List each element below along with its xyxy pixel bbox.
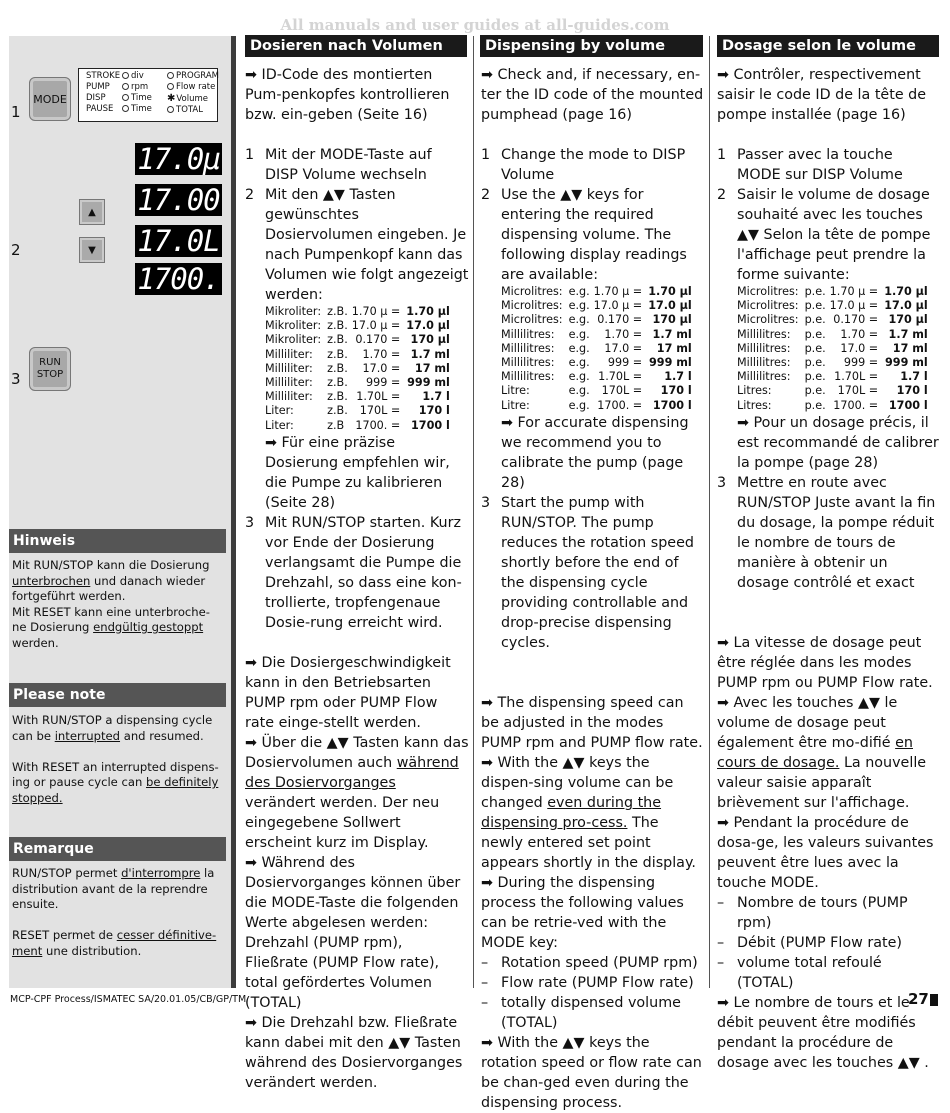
paragraph: ➡ La vitesse de dosage peut être réglée dans les modes PUMP rpm ou PUMP Flow rate.	[717, 634, 933, 691]
table-cell: 17 ml	[656, 341, 692, 355]
list-item: – Flow rate (PUMP Flow rate)	[481, 974, 694, 991]
table-cell: 170 μl	[410, 333, 450, 347]
arrow-down-icon: ▼	[79, 237, 105, 263]
table-cell: Milliliter:	[265, 390, 313, 404]
table-cell: 999 ml	[885, 356, 928, 370]
mode-label: PUMP	[86, 82, 110, 92]
table-cell: 170 μl	[652, 313, 692, 327]
section-header: Dispensing by volume	[480, 35, 703, 57]
table-cell: 17.0 =	[604, 341, 643, 355]
table-cell: p.e.	[804, 285, 826, 298]
volume-table	[501, 285, 692, 413]
table-cell: Mikroliter:	[265, 333, 322, 347]
run-stop-button	[29, 347, 71, 391]
table-cell: Litres:	[737, 398, 772, 412]
table-cell: z.B.	[327, 319, 348, 333]
column-french	[717, 65, 939, 1073]
note-body: Mit RUN/STOP kann die Dosierung unterbrochen und danach wieder fortgeführt werden. Mit RESET kann eine unterbroche-ne Dosierung endgültig gestoppt werden.	[12, 558, 210, 650]
note-body: With RUN/STOP a dispensing cycle can be interrupted and resumed. With RESET an interrupted dispens-ing or pause cycle can be definitely stopped.	[12, 713, 219, 805]
column-german	[245, 65, 469, 1093]
table-cell: Microlitres:	[737, 313, 799, 327]
table-cell: p.e.	[804, 370, 826, 384]
table-cell: 0.170 =	[355, 333, 401, 347]
table-cell: 17.0 =	[840, 341, 879, 355]
table-cell: e.g.	[568, 398, 590, 412]
list-item: – Débit (PUMP Flow rate)	[717, 934, 902, 951]
table-cell: 1.70 μl	[884, 285, 928, 298]
paragraph: ➡ Pendant la procédure de dosa-ge, les valeurs suivantes peuvent être lues avec la touche MODE.	[717, 814, 934, 891]
table-row	[265, 419, 450, 433]
lcd-display: 17.0L	[135, 225, 222, 257]
table-cell: p.e.	[804, 398, 826, 412]
table-cell: z.B	[327, 418, 345, 432]
table-cell: 1.70 μ =	[593, 285, 643, 298]
table-row	[265, 319, 450, 333]
tip-text: ➡ Für eine präzise Dosierung empfehlen wir, die Pumpe zu kalibrieren (Seite 28)	[265, 434, 450, 511]
table-cell: 1.7 l	[422, 390, 450, 404]
table-row	[737, 299, 928, 313]
table-cell: 17.0 μl	[648, 299, 692, 313]
lcd-display: 17.00	[135, 184, 222, 216]
table-cell: p.e.	[804, 356, 826, 370]
paragraph: ➡ Während des Dosiervorganges können über die MODE-Taste die folgenden Werte abgelesen werden: Drehzahl (PUMP rpm), Fließrate (PUMP Flow rate), total gefördertes Volumen (TOTAL)	[245, 854, 461, 1011]
step-number: 3	[11, 370, 21, 388]
mode-button: MODE	[29, 77, 71, 121]
table-row	[737, 384, 928, 398]
table-cell: Millilitres:	[737, 341, 791, 355]
paragraph: ➡ The dispensing speed can be adjusted in the modes PUMP rpm and PUMP flow rate.	[481, 694, 703, 751]
table-row	[737, 285, 928, 299]
table-row	[265, 348, 450, 362]
step-3: 3 Mit RUN/STOP starten. Kurz vor Ende der Dosierung verlangsamt die Pumpe die Drehzahl, so dass eine kon-trollierte, tropfengenaue Dosie-rung erreicht wird.	[245, 514, 462, 631]
table-cell: 1700 l	[888, 398, 928, 412]
paragraph: ➡ Über die ▲▼ Tasten kann das Dosiervolumen auch während des Dosiervorganges verändert werden. Der neu eingegebene Sollwert erscheint kurz im Display.	[245, 734, 469, 851]
table-cell: 1700. =	[833, 398, 879, 412]
led-icon	[167, 83, 174, 90]
table-cell: 1.7 l	[900, 370, 928, 384]
table-cell: z.B.	[327, 305, 348, 318]
table-cell: 170L =	[837, 384, 879, 398]
table-cell: 170 l	[896, 384, 928, 398]
mode-label: PAUSE	[86, 104, 114, 114]
table-cell: 1.7 ml	[652, 327, 692, 341]
table-cell: Microlitres:	[737, 285, 799, 298]
table-row	[737, 356, 928, 370]
section-header: Dosage selon le volume	[717, 35, 939, 57]
step-1: 1 Change the mode to DISP Volume	[481, 147, 686, 183]
table-row	[501, 299, 692, 313]
table-cell: z.B.	[327, 333, 348, 347]
column-english	[481, 65, 705, 1113]
table-cell: 1.70 μl	[406, 305, 450, 318]
note-title: Hinweis	[9, 529, 226, 553]
table-cell: 999 ml	[649, 356, 692, 370]
led-icon	[167, 106, 174, 113]
table-cell: 17.0 μ =	[593, 299, 643, 313]
table-row	[265, 390, 450, 404]
section-header: Dosieren nach Volumen	[245, 35, 467, 57]
mode-label: STROKE	[86, 71, 121, 81]
paragraph: ➡ Die Dosiergeschwindigkeit kann in den Betriebsarten PUMP rpm oder PUMP Flow rate einge-stellt werden.	[245, 654, 451, 731]
table-cell: Milliliter:	[265, 376, 313, 390]
led-icon	[122, 94, 129, 101]
mode-label: TOTAL	[176, 105, 203, 115]
paragraph: ➡ With the ▲▼ keys the rotation speed or flow rate can be chan-ged even during the dispensing process.	[481, 1034, 702, 1111]
table-cell: 1.70 =	[362, 347, 401, 361]
table-cell: z.B.	[327, 390, 348, 404]
list-item: – totally dispensed volume (TOTAL)	[481, 994, 681, 1031]
table-row	[737, 370, 928, 384]
table-cell: 170L =	[359, 404, 401, 418]
table-cell: Mikroliter:	[265, 305, 322, 318]
table-cell: 1700 l	[652, 398, 692, 412]
table-cell: 1700 l	[411, 418, 450, 432]
table-cell: Microlitres:	[737, 299, 799, 313]
run-label: RUN	[39, 357, 61, 368]
lcd-display: 1700.	[135, 263, 222, 295]
table-cell: Millilitres:	[501, 370, 555, 384]
list-item: – Rotation speed (PUMP rpm)	[481, 954, 698, 971]
intro-text: ➡ Check and, if necessary, en-ter the ID code of the mounted pumphead (page 16)	[481, 67, 704, 123]
table-cell: e.g.	[568, 370, 590, 384]
table-row	[265, 404, 450, 418]
volume-table	[265, 305, 450, 433]
table-cell: p.e.	[804, 313, 826, 327]
table-cell: Millilitres:	[501, 356, 555, 370]
led-icon	[122, 72, 129, 79]
table-cell: e.g.	[568, 285, 590, 298]
table-cell: Milliliter:	[265, 347, 313, 361]
table-row	[501, 384, 692, 398]
sidebar-divider	[231, 36, 236, 988]
table-cell: Millilitres:	[501, 341, 555, 355]
paragraph: ➡ Die Drehzahl bzw. Fließrate kann dabei mit den ▲▼ Tasten während des Dosiervorganges verändert werden.	[245, 1014, 463, 1091]
table-cell: Microlitres:	[501, 299, 563, 313]
table-row	[501, 356, 692, 370]
table-cell: 17.0 μ =	[351, 319, 401, 333]
table-cell: 1.70 =	[840, 327, 879, 341]
table-cell: Milliliter:	[265, 361, 313, 375]
table-cell: 1.7 ml	[888, 327, 928, 341]
paragraph: ➡ During the dispensing process the following values can be retrie-ved with the MODE key:	[481, 874, 684, 951]
table-cell: Litre:	[501, 384, 530, 398]
table-row	[501, 399, 692, 413]
intro-text: ➡ Contrôler, respectivement saisir le code ID de la tête de pompe installée (page 16)	[717, 67, 927, 123]
table-cell: 1.70 =	[604, 327, 643, 341]
table-row	[501, 285, 692, 299]
mode-label: DISP	[86, 93, 106, 103]
table-cell: p.e.	[804, 327, 826, 341]
table-cell: z.B.	[327, 347, 348, 361]
table-cell: e.g.	[568, 356, 590, 370]
paragraph: ➡ Le nombre de tours et le débit peuvent être modifiés pendant la procédure de dosage avec les touches ▲▼ .	[717, 994, 929, 1071]
table-cell: 1.70L =	[834, 370, 879, 384]
note-title: Please note	[9, 683, 226, 707]
table-row	[265, 305, 450, 319]
table-cell: Mikroliter:	[265, 319, 322, 333]
led-icon	[122, 105, 129, 112]
table-cell: 999 =	[843, 356, 879, 370]
table-row	[501, 313, 692, 327]
table-cell: e.g.	[568, 299, 590, 313]
table-cell: Millilitres:	[737, 327, 791, 341]
table-cell: 1.70L =	[598, 370, 643, 384]
step-number: 1	[11, 103, 21, 121]
mode-label: Flow rate	[176, 82, 216, 92]
table-row	[501, 328, 692, 342]
mode-label: Time	[131, 93, 152, 103]
footer-reference: MCP-CPF Process/ISMATEC SA/20.01.05/CB/GP/TM	[10, 994, 247, 1005]
table-cell: 17.0 μl	[406, 319, 450, 333]
mode-label: Volume	[176, 94, 209, 104]
table-cell: e.g.	[568, 327, 590, 341]
table-cell: Microlitres:	[501, 285, 563, 298]
led-lit-icon: ✱	[167, 93, 176, 104]
table-cell: 170 l	[660, 384, 692, 398]
table-cell: 1.7 ml	[410, 347, 450, 361]
table-cell: 17.0 μl	[884, 299, 928, 313]
table-cell: 1.70 μ =	[351, 305, 401, 318]
table-cell: p.e.	[804, 384, 826, 398]
table-cell: e.g.	[568, 384, 590, 398]
table-cell: e.g.	[568, 313, 590, 327]
table-row	[265, 376, 450, 390]
step-2: 2 Use the ▲▼ keys for entering the required dispensing volume. The following display readings are available:	[481, 187, 687, 283]
table-cell: 1700. =	[355, 418, 401, 432]
column-divider	[473, 36, 474, 988]
step-number: 2	[11, 241, 21, 259]
table-row	[265, 362, 450, 376]
note-title: Remarque	[9, 837, 226, 861]
step-2: 2 Mit den ▲▼ Tasten gewünschtes Dosiervolumen eingeben. Je nach Pumpenkopf kann das Volumen wie folgt angezeigt werden:	[245, 187, 469, 303]
step-3: 3 Mettre en route avec RUN/STOP Juste avant la fin du dosage, la pompe réduit le nombre de tours de manière à obtenir un dosage contrôlé et exact	[717, 474, 936, 591]
table-cell: z.B.	[327, 376, 348, 390]
table-cell: 0.170 =	[597, 313, 643, 327]
table-cell: 17.0 μ =	[829, 299, 879, 313]
table-cell: 999 ml	[407, 376, 450, 390]
table-cell: Millilitres:	[737, 356, 791, 370]
step-3: 3 Start the pump with RUN/STOP. The pump reduces the rotation speed shortly before the end of the dispensing cycle providing controllable and drop-precise dispensing cycles.	[481, 494, 694, 651]
table-cell: 1.7 l	[664, 370, 692, 384]
table-row	[501, 342, 692, 356]
paragraph: ➡ With the ▲▼ keys the dispen-sing volume can be changed even during the dispensing pro-cess. The newly entered set point appears shortly in the display.	[481, 754, 696, 871]
table-cell: 1.70 μl	[648, 285, 692, 298]
led-icon	[122, 83, 129, 90]
table-cell: Microlitres:	[501, 313, 563, 327]
tip-text: ➡ For accurate dispensing we recommend you to calibrate the pump (page 28)	[501, 414, 689, 491]
step-1: 1 Mit der MODE-Taste auf DISP Volume wechseln	[245, 147, 432, 183]
mode-panel	[78, 68, 218, 122]
table-cell: 1.70L =	[356, 390, 401, 404]
table-cell: 170 l	[418, 404, 450, 418]
mode-label: Time	[131, 104, 152, 114]
table-cell: 170 μl	[888, 313, 928, 327]
list-item: – volume total refoulé (TOTAL)	[717, 954, 882, 991]
page-marker	[930, 994, 938, 1006]
table-row	[737, 313, 928, 327]
column-divider	[709, 36, 710, 988]
tip-text: ➡ Pour un dosage précis, il est recommandé de calibrer la pompe (page 28)	[737, 414, 939, 471]
table-cell: Liter:	[265, 418, 294, 432]
table-cell: p.e.	[804, 341, 826, 355]
page-number: 27	[908, 990, 929, 1008]
table-row	[501, 370, 692, 384]
table-cell: e.g.	[568, 341, 590, 355]
table-cell: Litre:	[501, 398, 530, 412]
table-cell: p.e.	[804, 299, 826, 313]
table-cell: Millilitres:	[501, 327, 555, 341]
table-cell: 1.70 μ =	[829, 285, 879, 298]
table-cell: Liter:	[265, 404, 294, 418]
intro-text: ➡ ID-Code des montierten Pum-penkopfes kontrollieren bzw. ein-geben (Seite 16)	[245, 67, 450, 123]
table-cell: 17 ml	[414, 361, 450, 375]
table-cell: 17.0 =	[362, 361, 401, 375]
watermark: All manuals and user guides at all-guides.com	[280, 16, 670, 34]
mode-label: div	[131, 71, 144, 81]
table-row	[265, 333, 450, 347]
step-2: 2 Saisir le volume de dosage souhaité avec les touches ▲▼ Selon la tête de pompe l'affichage peut prendre la forme suivante:	[717, 187, 931, 283]
table-cell: 1700. =	[597, 398, 643, 412]
led-icon	[167, 72, 174, 79]
lcd-display: 17.0μ	[135, 143, 222, 175]
table-cell: 170L =	[601, 384, 643, 398]
table-cell: z.B.	[327, 361, 348, 375]
table-row	[737, 399, 928, 413]
mode-label: PROGRAM	[176, 71, 220, 81]
paragraph: ➡ Avec les touches ▲▼ le volume de dosage peut également être mo-difié en cours de dosage. La nouvelle valeur saisie apparaît brièvement sur l'affichage.	[717, 694, 927, 811]
note-body: RUN/STOP permet d'interrompre la distribution avant de la reprendre ensuite. RESET permet de cesser définitive-ment une distribution.	[12, 866, 217, 958]
table-cell: z.B.	[327, 404, 348, 418]
mode-label: rpm	[131, 82, 149, 92]
stop-label: STOP	[36, 369, 64, 380]
table-cell: 999 =	[366, 376, 401, 390]
volume-table	[737, 285, 928, 413]
table-row	[737, 342, 928, 356]
table-cell: Millilitres:	[737, 370, 791, 384]
table-cell: 999 =	[607, 356, 643, 370]
arrow-up-icon: ▲	[79, 199, 105, 225]
list-item: – Nombre de tours (PUMP rpm)	[717, 894, 908, 931]
table-row	[737, 328, 928, 342]
table-cell: 0.170 =	[833, 313, 879, 327]
table-cell: 17 ml	[892, 341, 928, 355]
table-cell: Litres:	[737, 384, 772, 398]
step-1: 1 Passer avec la touche MODE sur DISP Volume	[717, 147, 903, 183]
